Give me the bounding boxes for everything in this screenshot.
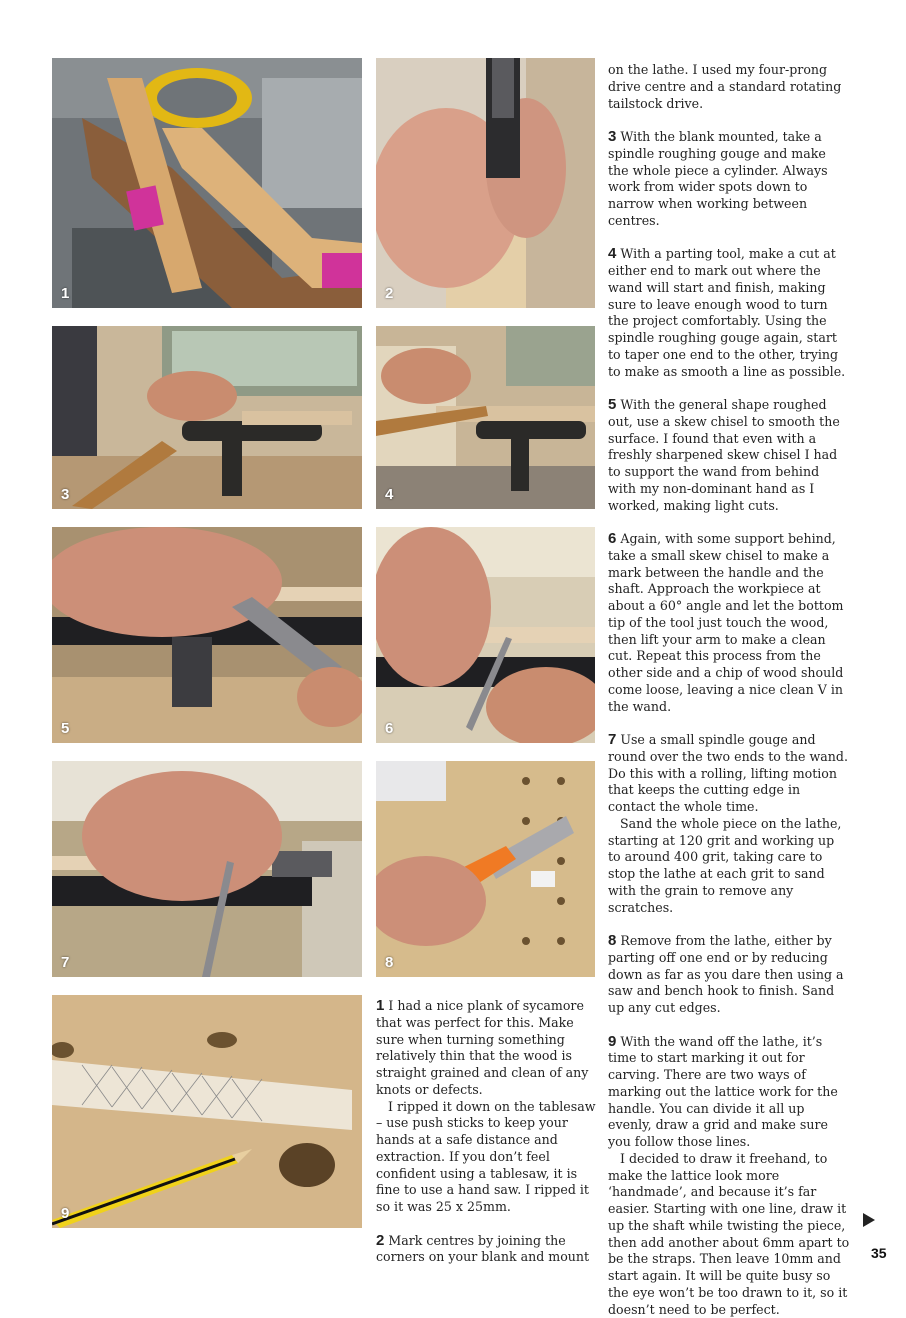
step-3-text: With the blank mounted, take a spindle roughing gouge and make the whole piece a cylinder. Always work from wider spots down to narrow when working between centres. bbox=[608, 129, 828, 228]
photo-4-image bbox=[376, 326, 595, 509]
photo-6 bbox=[376, 527, 595, 743]
step-5-paragraph bbox=[608, 397, 850, 514]
continue-arrow-icon bbox=[863, 1213, 875, 1227]
step-1-text: I had a nice plank of sycamore that was perfect for this. Make sure when turning something relatively thin that the wood is straight grained and clean of any knots or defects. bbox=[376, 998, 589, 1097]
photo-4-number: 4 bbox=[385, 486, 394, 503]
photo-4 bbox=[376, 326, 595, 509]
step-3-number: 3 bbox=[608, 128, 617, 145]
step-7b-paragraph: Sand the whole piece on the lathe, starting at 120 grit and working up to around 400 grit, taking care to stop the lathe at each grit to sand with the grain to remove any scratches. bbox=[608, 815, 842, 915]
step-9b-paragraph: I decided to draw it freehand, to make the lattice look more ‘handmade’, and because it’s far easier. Starting with one line, draw it up the shaft while twisting the piece, then add another about 6mm apart to be the straps. Then leave 10mm and start again. It will be quite busy so the eye won’t be too drawn to it, so it doesn’t need to be perfect. bbox=[608, 1150, 850, 1317]
page-number: 35 bbox=[871, 1245, 887, 1261]
step-9-text: With the wand off the lathe, it’s time to start marking it out for carving. There are two ways of marking out the lattice work for the handle. You can divide it all up evenly, draw a grid and make sure you follow those lines. bbox=[608, 1033, 838, 1149]
step-4-paragraph bbox=[608, 246, 850, 380]
photo-7-number: 7 bbox=[61, 954, 70, 971]
photo-3-number: 3 bbox=[61, 486, 70, 503]
photo-2 bbox=[376, 58, 595, 308]
step-7-paragraph bbox=[608, 732, 850, 816]
photo-6-image bbox=[376, 527, 595, 743]
step-1-number: 1 bbox=[376, 997, 385, 1014]
photo-5-number: 5 bbox=[61, 720, 70, 737]
photo-8-image bbox=[376, 761, 595, 977]
step-5-text: With the general shape roughed out, use a skew chisel to smooth the surface. I found that even with a freshly sharpened skew chisel I had to support the wand from behind with my non-dominant hand as I worked, making light cuts. bbox=[608, 397, 840, 513]
photo-8-number: 8 bbox=[385, 954, 394, 971]
photo-1 bbox=[52, 58, 362, 308]
step-8-paragraph bbox=[608, 933, 850, 1017]
photo-8 bbox=[376, 761, 595, 977]
photo-5-image bbox=[52, 527, 362, 743]
middle-text-column bbox=[376, 998, 596, 1266]
photo-7-image bbox=[52, 761, 362, 977]
step-6-number: 6 bbox=[608, 530, 617, 547]
photo-9-number: 9 bbox=[61, 1205, 70, 1222]
step-6-paragraph bbox=[608, 531, 850, 715]
photo-5 bbox=[52, 527, 362, 743]
step-7-text: Use a small spindle gouge and round over the two ends to the wand. Do this with a rolling, lifting motion that keeps the cutting edge in contact the whole time. bbox=[608, 732, 848, 814]
step-2-text: Mark centres by joining the corners on your blank and mount bbox=[376, 1232, 590, 1265]
step-8-number: 8 bbox=[608, 932, 617, 949]
step-7-number: 7 bbox=[608, 731, 617, 748]
step-6-text: Again, with some support behind, take a small skew chisel to make a mark between the handle and the shaft. Approach the workpiece at about a 60° angle and let the bottom tip of the tool just touch the wood, then lift your arm to make a clean cut. Repeat this process from the other side and a chip of wood should come loose, leaving a nice clean V in the wand. bbox=[608, 531, 844, 714]
step-9-paragraph bbox=[608, 1034, 850, 1151]
photo-3 bbox=[52, 326, 362, 509]
step-9-number: 9 bbox=[608, 1032, 617, 1050]
photo-1-number: 1 bbox=[61, 285, 70, 302]
photo-2-number: 2 bbox=[385, 285, 394, 302]
step-2-paragraph bbox=[376, 1233, 596, 1267]
photo-7 bbox=[52, 761, 362, 977]
photo-3-image bbox=[52, 326, 362, 509]
step-4-text: With a parting tool, make a cut at either end to mark out where the wand will start and finish, making sure to leave enough wood to turn the project comfortably. Using the spindle roughing gouge again, start to taper one end to the other, trying to make as smooth a line as possible. bbox=[608, 246, 846, 379]
right-text-column bbox=[608, 62, 850, 1318]
photo-9 bbox=[52, 995, 362, 1228]
continuation-paragraph: on the lathe. I used my four-prong drive centre and a standard rotating tailstock drive. bbox=[608, 62, 842, 111]
step-2-number: 2 bbox=[376, 1231, 385, 1249]
step-4-number: 4 bbox=[608, 245, 617, 263]
photo-2-image bbox=[376, 58, 595, 308]
step-1-paragraph bbox=[376, 998, 596, 1099]
step-5-number: 5 bbox=[608, 396, 617, 413]
photo-9-image bbox=[52, 995, 362, 1228]
step-1b-paragraph: I ripped it down on the tablesaw – use push sticks to keep your hands at a safe distance and extraction. If you don’t feel confident using a tablesaw, it is fine to use a hand saw. I ripped it so it was 25 x 25mm. bbox=[376, 1098, 596, 1214]
step-8-text: Remove from the lathe, either by parting off one end or by reducing down as far as you dare then using a saw and bench hook to finish. Sand up any cut edges. bbox=[608, 933, 844, 1015]
step-3-paragraph bbox=[608, 129, 850, 230]
photo-6-number: 6 bbox=[385, 720, 394, 737]
photo-1-image bbox=[52, 58, 362, 308]
